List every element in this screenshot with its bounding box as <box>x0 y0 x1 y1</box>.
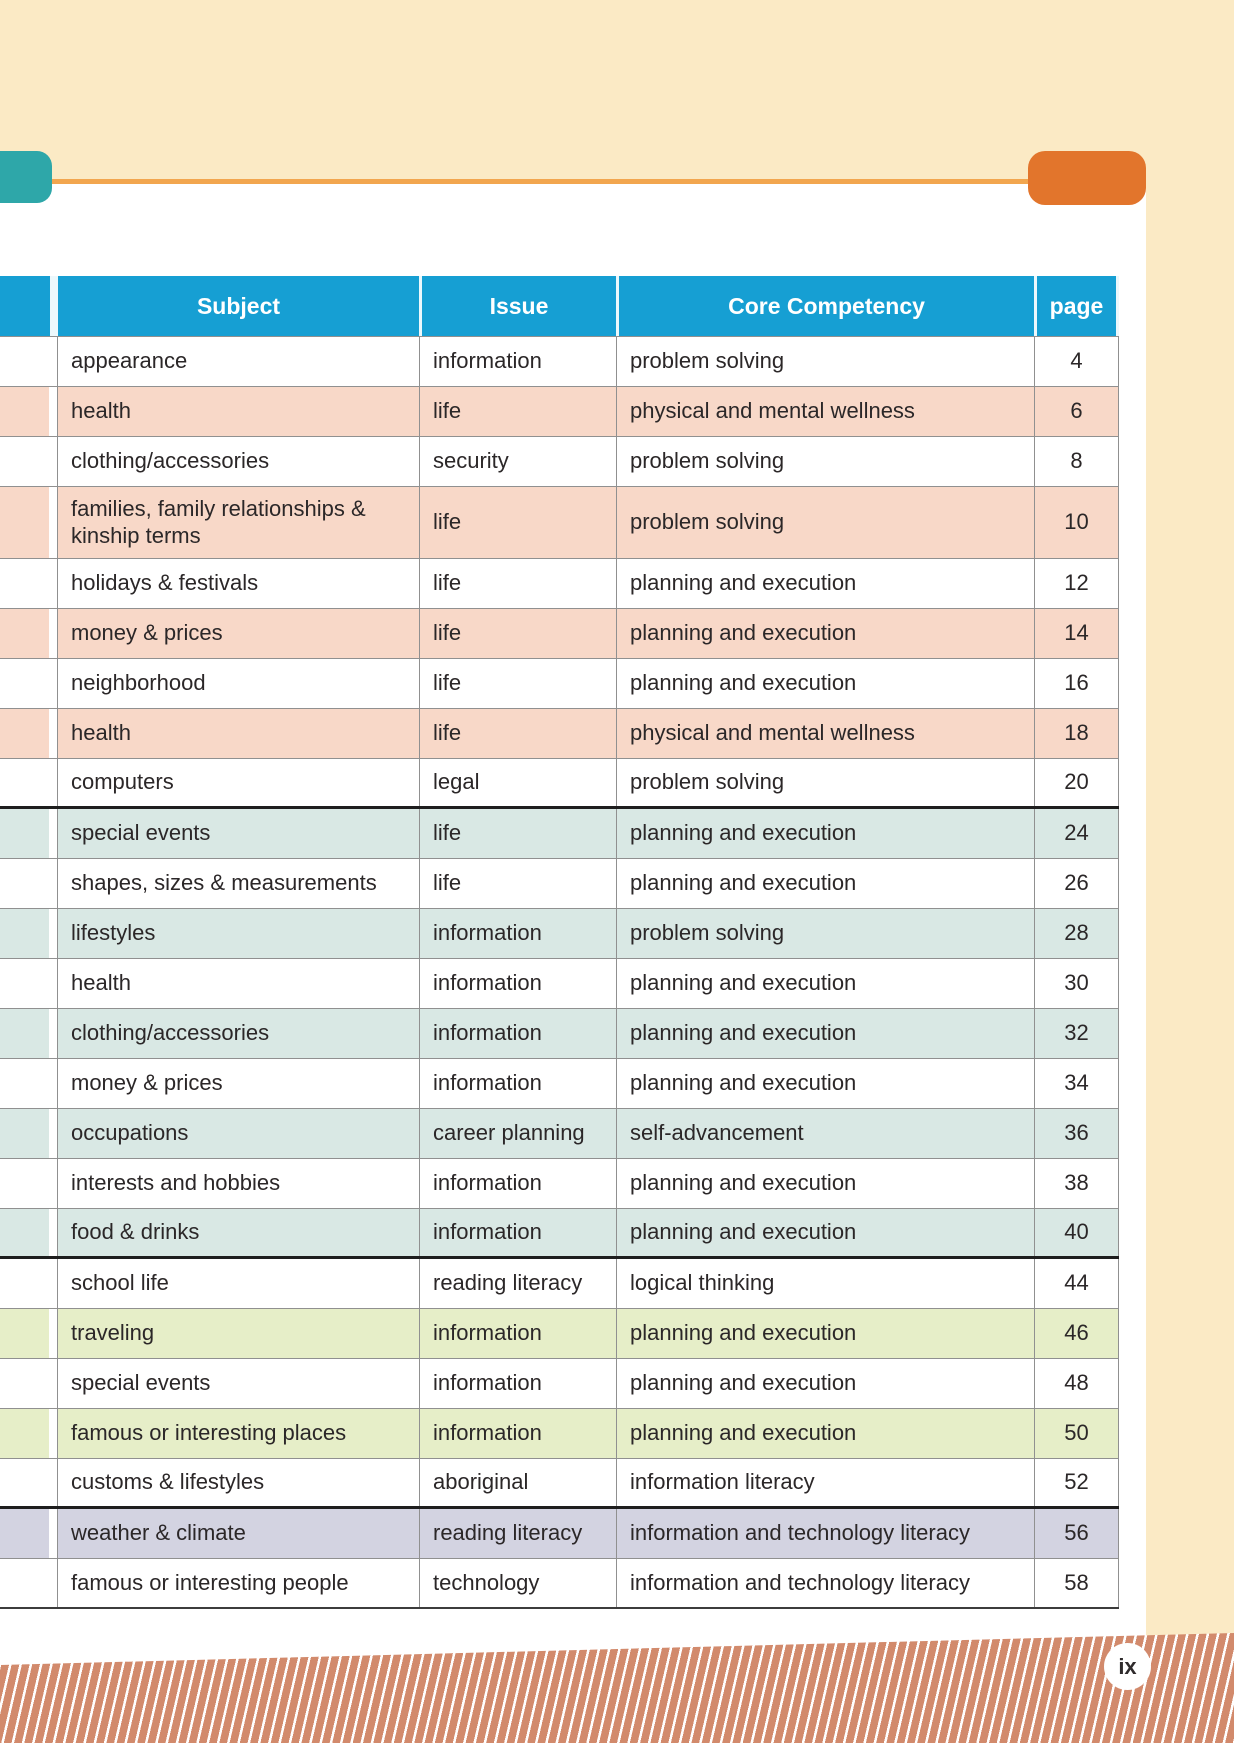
cell-issue: aboriginal <box>419 1459 616 1506</box>
table-row <box>0 1359 1119 1409</box>
table-row <box>0 759 1119 809</box>
cell-core: logical thinking <box>616 1259 1034 1308</box>
cell-issue: information <box>419 1309 616 1358</box>
header-core-competency: Core Competency <box>616 276 1034 336</box>
cell-subject: appearance <box>71 348 188 374</box>
cell-subject: famous or interesting people <box>71 1569 349 1595</box>
cell-page: 26 <box>1034 859 1119 908</box>
row-spacer-cell <box>0 1559 58 1607</box>
row-spacer-cell <box>0 437 58 486</box>
cell-issue: information <box>419 1159 616 1208</box>
accent-line <box>28 179 1038 184</box>
table-row <box>0 709 1119 759</box>
teal-edge-tab <box>0 151 52 203</box>
cell-core: planning and execution <box>616 559 1034 608</box>
row-spacer-cell <box>0 909 58 958</box>
cell-subject: special events <box>71 1370 211 1396</box>
cell-core: problem solving <box>616 909 1034 958</box>
cell-core: physical and mental wellness <box>616 387 1034 436</box>
cell-core: planning and execution <box>616 1009 1034 1058</box>
table-row <box>0 387 1119 437</box>
header-issue: Issue <box>419 276 616 336</box>
row-spacer-cell <box>0 1109 58 1158</box>
cell-core: planning and execution <box>616 1209 1034 1256</box>
cell-page: 18 <box>1034 709 1119 758</box>
cell-issue: life <box>419 609 616 658</box>
table-row <box>0 659 1119 709</box>
row-spacer-cell <box>0 1309 58 1358</box>
table-row <box>0 1059 1119 1109</box>
cell-core: planning and execution <box>616 859 1034 908</box>
cell-subject: weather & climate <box>71 1520 246 1546</box>
cell-core: problem solving <box>616 487 1034 558</box>
cell-issue: information <box>419 959 616 1008</box>
cell-issue: life <box>419 387 616 436</box>
row-spacer-cell <box>0 1459 58 1506</box>
cell-page: 12 <box>1034 559 1119 608</box>
orange-edge-tab <box>1028 151 1146 205</box>
row-spacer-cell <box>0 387 58 436</box>
cell-subject: money & prices <box>71 1070 223 1096</box>
table-row <box>0 1459 1119 1509</box>
table-row <box>0 609 1119 659</box>
table-header-row <box>0 276 1119 337</box>
cell-subject: health <box>71 720 131 746</box>
cell-page: 34 <box>1034 1059 1119 1108</box>
cell-page: 20 <box>1034 759 1119 806</box>
row-spacer-cell <box>0 709 58 758</box>
cell-issue: reading literacy <box>419 1509 616 1558</box>
cell-subject: food & drinks <box>71 1219 200 1245</box>
cell-core: problem solving <box>616 759 1034 806</box>
table-row <box>0 559 1119 609</box>
cell-page: 46 <box>1034 1309 1119 1358</box>
cell-core: planning and execution <box>616 809 1034 858</box>
cell-subject: lifestyles <box>71 920 156 946</box>
cell-issue: technology <box>419 1559 616 1607</box>
header-spacer-cell <box>0 276 58 336</box>
cell-page: 58 <box>1034 1559 1119 1607</box>
row-spacer-cell <box>0 859 58 908</box>
row-spacer-cell <box>0 559 58 608</box>
cell-issue: information <box>419 337 616 386</box>
cell-page: 32 <box>1034 1009 1119 1058</box>
row-spacer-cell <box>0 487 58 558</box>
cell-core: self-advancement <box>616 1109 1034 1158</box>
cell-page: 4 <box>1034 337 1119 386</box>
cell-core: planning and execution <box>616 1359 1034 1408</box>
cell-issue: life <box>419 559 616 608</box>
table-row <box>0 1309 1119 1359</box>
cell-subject: families, family relationships & kinship terms <box>71 496 366 548</box>
cell-subject: customs & lifestyles <box>71 1469 265 1495</box>
cell-subject: clothing/accessories <box>71 1020 270 1046</box>
cell-issue: information <box>419 1009 616 1058</box>
cell-core: planning and execution <box>616 659 1034 708</box>
cell-subject: neighborhood <box>71 670 206 696</box>
cell-issue: life <box>419 809 616 858</box>
table-row <box>0 337 1119 387</box>
table-row <box>0 1509 1119 1559</box>
cell-issue: reading literacy <box>419 1259 616 1308</box>
cell-page: 56 <box>1034 1509 1119 1558</box>
cell-subject: shapes, sizes & measurements <box>71 870 377 896</box>
cell-issue: security <box>419 437 616 486</box>
row-spacer-cell <box>0 659 58 708</box>
table-row <box>0 1259 1119 1309</box>
cell-page: 44 <box>1034 1259 1119 1308</box>
cell-subject: special events <box>71 820 211 846</box>
cell-core: problem solving <box>616 337 1034 386</box>
cell-subject: famous or interesting places <box>71 1420 347 1446</box>
cell-page: 48 <box>1034 1359 1119 1408</box>
table-row <box>0 1409 1119 1459</box>
cell-core: planning and execution <box>616 959 1034 1008</box>
cell-page: 38 <box>1034 1159 1119 1208</box>
row-spacer-cell <box>0 809 58 858</box>
cell-page: 6 <box>1034 387 1119 436</box>
table-row <box>0 1109 1119 1159</box>
table-row <box>0 1159 1119 1209</box>
cell-core: planning and execution <box>616 1059 1034 1108</box>
cell-subject: holidays & festivals <box>71 570 259 596</box>
row-spacer-cell <box>0 609 58 658</box>
cell-page: 10 <box>1034 487 1119 558</box>
table-row <box>0 1009 1119 1059</box>
cell-issue: information <box>419 909 616 958</box>
cell-subject: computers <box>71 769 174 795</box>
row-spacer-cell <box>0 759 58 806</box>
cell-core: information and technology literacy <box>616 1509 1034 1558</box>
cell-page: 50 <box>1034 1409 1119 1458</box>
table-row <box>0 809 1119 859</box>
table-row <box>0 1559 1119 1609</box>
row-spacer-cell <box>0 1409 58 1458</box>
row-spacer-cell <box>0 1059 58 1108</box>
header-page: page <box>1034 276 1119 336</box>
row-spacer-cell <box>0 1259 58 1308</box>
cell-page: 8 <box>1034 437 1119 486</box>
cell-issue: life <box>419 859 616 908</box>
cell-core: planning and execution <box>616 1309 1034 1358</box>
cell-page: 52 <box>1034 1459 1119 1506</box>
cell-core: physical and mental wellness <box>616 709 1034 758</box>
cell-issue: life <box>419 487 616 558</box>
table-row <box>0 487 1119 559</box>
cell-core: information and technology literacy <box>616 1559 1034 1607</box>
cell-core: planning and execution <box>616 1159 1034 1208</box>
cell-page: 30 <box>1034 959 1119 1008</box>
cell-core: planning and execution <box>616 609 1034 658</box>
cell-subject: school life <box>71 1270 169 1296</box>
table-row <box>0 859 1119 909</box>
contents-table <box>0 276 1119 1609</box>
cell-page: 36 <box>1034 1109 1119 1158</box>
row-spacer-cell <box>0 337 58 386</box>
table-row <box>0 959 1119 1009</box>
row-spacer-cell <box>0 1159 58 1208</box>
cell-issue: information <box>419 1209 616 1256</box>
row-spacer-cell <box>0 1209 58 1256</box>
cell-issue: information <box>419 1359 616 1408</box>
cell-issue: information <box>419 1059 616 1108</box>
cell-subject: clothing/accessories <box>71 448 270 474</box>
row-spacer-cell <box>0 1009 58 1058</box>
cell-subject: money & prices <box>71 620 223 646</box>
cell-core: problem solving <box>616 437 1034 486</box>
cell-page: 40 <box>1034 1209 1119 1256</box>
cell-issue: life <box>419 659 616 708</box>
row-spacer-cell <box>0 959 58 1008</box>
table-row <box>0 437 1119 487</box>
table-row <box>0 1209 1119 1259</box>
cell-subject: health <box>71 970 131 996</box>
cell-core: planning and execution <box>616 1409 1034 1458</box>
cell-page: 28 <box>1034 909 1119 958</box>
cell-issue: career planning <box>419 1109 616 1158</box>
cell-page: 16 <box>1034 659 1119 708</box>
cell-issue: life <box>419 709 616 758</box>
cell-issue: information <box>419 1409 616 1458</box>
page-number-badge: ix <box>1104 1643 1151 1690</box>
cell-subject: health <box>71 398 131 424</box>
header-subject: Subject <box>196 292 281 319</box>
cell-core: information literacy <box>616 1459 1034 1506</box>
cell-subject: occupations <box>71 1120 189 1146</box>
cell-issue: legal <box>419 759 616 806</box>
table-row <box>0 909 1119 959</box>
cell-subject: interests and hobbies <box>71 1170 281 1196</box>
cell-subject: traveling <box>71 1320 155 1346</box>
row-spacer-cell <box>0 1359 58 1408</box>
cell-page: 24 <box>1034 809 1119 858</box>
row-spacer-cell <box>0 1509 58 1558</box>
cell-page: 14 <box>1034 609 1119 658</box>
